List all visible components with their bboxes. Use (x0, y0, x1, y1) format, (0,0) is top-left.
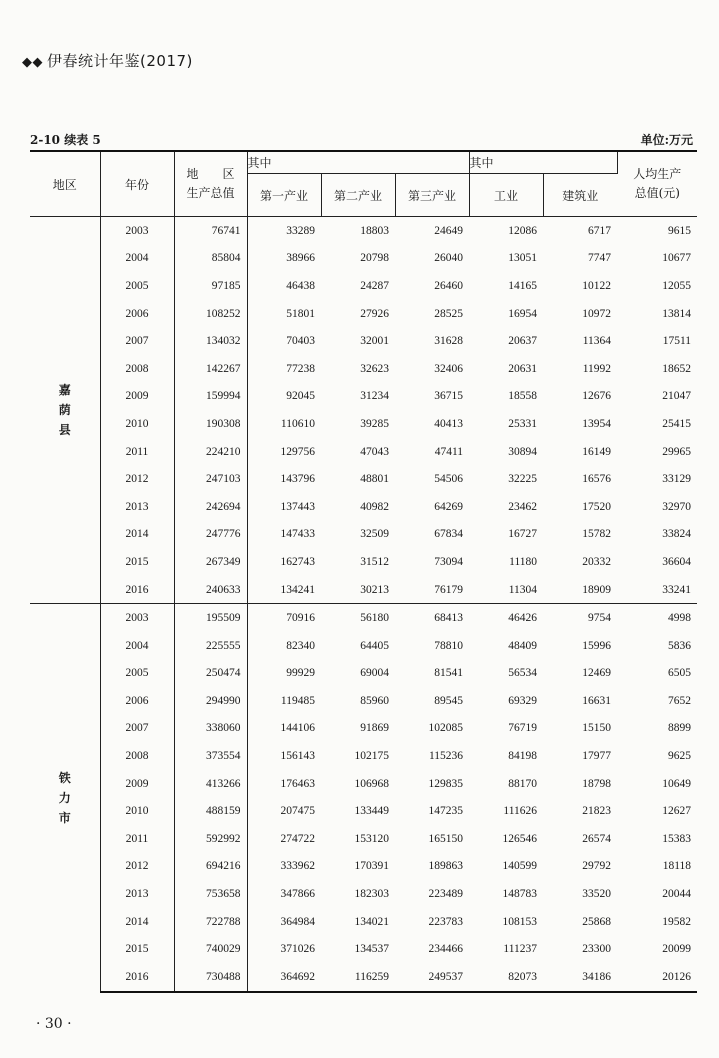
cell-per-capita: 33241 (662, 583, 692, 596)
cell-secondary: 47043 (360, 445, 389, 458)
cell-per-capita: 33824 (662, 528, 692, 541)
cell-construction: 11992 (582, 362, 612, 375)
col-group-qizhong-2: 其中 (469, 151, 617, 174)
cell-year: 2016 (100, 576, 174, 604)
page-number: · 30 · (36, 1016, 72, 1032)
cell-year: 2014 (100, 908, 174, 936)
table-row (30, 880, 697, 908)
cell-year: 2007 (100, 327, 174, 355)
cell-year: 2005 (100, 272, 174, 300)
cell-gdp: 134032 (174, 327, 247, 355)
cell-tertiary: 76179 (434, 583, 464, 596)
cell-secondary: 56180 (321, 604, 395, 632)
cell-industry: 13051 (508, 252, 538, 265)
cell-per-capita: 36604 (662, 555, 692, 568)
cell-construction: 16631 (582, 694, 612, 707)
cell-primary: 144106 (280, 722, 315, 735)
cell-per-capita: 20126 (617, 963, 697, 992)
table-row (30, 660, 697, 688)
cell-gdp: 242694 (174, 493, 247, 521)
cell-tertiary: 81541 (434, 667, 464, 680)
table-row (30, 825, 697, 853)
cell-year: 2008 (100, 355, 174, 383)
cell-secondary: 69004 (360, 667, 389, 680)
cell-construction: 6717 (543, 217, 617, 245)
cell-primary: 347866 (280, 888, 315, 901)
cell-primary: 134241 (280, 583, 315, 596)
unit-label: 单位:万元 (640, 133, 693, 147)
cell-per-capita: 33129 (662, 473, 692, 486)
cell-gdp: 373554 (174, 742, 247, 770)
table-row (30, 355, 697, 383)
cell-secondary: 31512 (360, 555, 389, 568)
col-primary: 第一产业 (247, 174, 321, 217)
col-region: 地区 (30, 151, 100, 217)
cell-tertiary: 147235 (428, 805, 464, 818)
table-row (30, 908, 697, 936)
col-tertiary: 第三产业 (395, 174, 469, 217)
cell-secondary: 182303 (354, 888, 389, 901)
cell-primary: 364984 (280, 915, 315, 928)
table-row (30, 438, 697, 466)
cell-tertiary: 28525 (434, 307, 464, 320)
cell-per-capita: 6505 (668, 667, 692, 680)
cell-secondary: 153120 (354, 832, 389, 845)
cell-secondary: 133449 (354, 805, 389, 818)
cell-secondary: 20798 (360, 252, 389, 265)
cell-construction: 26574 (582, 832, 612, 845)
cell-year: 2012 (100, 853, 174, 881)
cell-construction: 18798 (582, 777, 612, 790)
cell-year: 2003 (100, 604, 174, 632)
cell-industry: 48409 (508, 639, 538, 652)
cell-construction: 34186 (543, 963, 617, 992)
cell-primary: 143796 (280, 473, 315, 486)
cell-primary: 274722 (280, 832, 315, 845)
cell-industry: 23462 (508, 500, 538, 513)
table-row (30, 548, 697, 576)
cell-secondary: 32001 (360, 335, 389, 348)
cell-construction: 12676 (582, 390, 612, 403)
cell-per-capita: 8899 (668, 722, 692, 735)
cell-primary: 70916 (247, 604, 321, 632)
cell-year: 2013 (100, 493, 174, 521)
table-row (30, 797, 697, 825)
cell-industry: 140599 (502, 860, 538, 873)
cell-construction: 10972 (582, 307, 612, 320)
table-row (30, 327, 697, 355)
cell-year: 2015 (100, 935, 174, 963)
cell-tertiary: 102085 (428, 722, 464, 735)
cell-tertiary: 115236 (428, 750, 464, 763)
table-row (30, 853, 697, 881)
cell-secondary: 170391 (354, 860, 389, 873)
cell-tertiary: 64269 (434, 500, 464, 513)
cell-year: 2009 (100, 383, 174, 411)
cell-construction: 10122 (582, 279, 612, 292)
cell-industry: 69329 (508, 694, 538, 707)
cell-primary: 38966 (286, 252, 315, 265)
cell-industry: 32225 (508, 473, 538, 486)
cell-per-capita: 5836 (668, 639, 692, 652)
cell-gdp: 159994 (174, 383, 247, 411)
cell-per-capita: 9615 (617, 217, 697, 245)
cell-construction: 23300 (582, 943, 612, 956)
cell-tertiary: 40413 (434, 417, 464, 430)
cell-year: 2006 (100, 300, 174, 328)
cell-gdp: 108252 (174, 300, 247, 328)
cell-tertiary: 165150 (428, 832, 464, 845)
cell-per-capita: 12627 (662, 805, 692, 818)
cell-per-capita: 19582 (662, 915, 692, 928)
cell-tertiary: 54506 (434, 473, 464, 486)
cell-per-capita: 29965 (662, 445, 692, 458)
cell-construction: 15996 (582, 639, 612, 652)
cell-construction: 33520 (582, 888, 612, 901)
cell-construction: 12469 (582, 667, 612, 680)
cell-construction: 9754 (543, 604, 617, 632)
table-body (30, 217, 697, 992)
cell-gdp: 97185 (174, 272, 247, 300)
cell-gdp: 247776 (174, 521, 247, 549)
cell-per-capita: 32970 (662, 500, 692, 513)
cell-tertiary: 26040 (434, 252, 464, 265)
cell-industry: 20631 (508, 362, 538, 375)
cell-secondary: 134021 (354, 915, 389, 928)
cell-gdp: 195509 (174, 604, 247, 632)
cell-year: 2004 (100, 245, 174, 273)
cell-gdp: 338060 (174, 715, 247, 743)
cell-tertiary: 78810 (434, 639, 464, 652)
cell-secondary: 30213 (360, 583, 389, 596)
cell-per-capita: 18118 (662, 860, 692, 873)
cell-primary: 77238 (286, 362, 315, 375)
table-row (30, 272, 697, 300)
cell-per-capita: 4998 (617, 604, 697, 632)
cell-tertiary: 47411 (434, 445, 464, 458)
col-group-qizhong-1: 其中 (247, 151, 469, 174)
cell-primary: 147433 (280, 528, 315, 541)
cell-primary: 129756 (280, 445, 315, 458)
table-row (30, 604, 697, 632)
cell-construction: 17520 (582, 500, 612, 513)
cell-secondary: 31234 (360, 390, 389, 403)
cell-primary: 371026 (280, 943, 315, 956)
table-row (30, 245, 697, 273)
cell-industry: 126546 (502, 832, 538, 845)
cell-industry: 12086 (469, 217, 543, 245)
cell-gdp: 85804 (174, 245, 247, 273)
cell-gdp: 694216 (174, 853, 247, 881)
cell-primary: 33289 (247, 217, 321, 245)
table-row (30, 493, 697, 521)
cell-tertiary: 189863 (428, 860, 464, 873)
cell-primary: 82340 (286, 639, 315, 652)
cell-year: 2011 (100, 438, 174, 466)
cell-primary: 92045 (286, 390, 315, 403)
cell-secondary: 32509 (360, 528, 389, 541)
col-construction: 建筑业 (543, 174, 617, 217)
cell-gdp: 413266 (174, 770, 247, 798)
cell-gdp: 250474 (174, 660, 247, 688)
cell-per-capita: 10677 (662, 252, 692, 265)
region-cell (30, 217, 100, 604)
cell-gdp: 247103 (174, 465, 247, 493)
cell-tertiary: 36715 (434, 390, 464, 403)
cell-construction: 18909 (582, 583, 612, 596)
cell-per-capita: 12055 (662, 279, 692, 292)
cell-primary: 137443 (280, 500, 315, 513)
cell-primary: 51801 (286, 307, 315, 320)
cell-industry: 56534 (508, 667, 538, 680)
cell-per-capita: 17511 (662, 335, 692, 348)
cell-primary: 119485 (280, 694, 315, 707)
cell-primary: 156143 (280, 750, 315, 763)
cell-tertiary: 32406 (434, 362, 464, 375)
cell-tertiary: 223489 (428, 888, 464, 901)
col-per-capita: 人均生产 总值(元) (617, 151, 697, 217)
cell-industry: 46426 (469, 604, 543, 632)
cell-gdp: 267349 (174, 548, 247, 576)
cell-construction: 21823 (582, 805, 612, 818)
cell-industry: 82073 (469, 963, 543, 992)
cell-per-capita: 18652 (662, 362, 692, 375)
cell-industry: 11180 (509, 555, 538, 568)
cell-gdp: 294990 (174, 687, 247, 715)
cell-year: 2016 (100, 963, 174, 992)
cell-year: 2013 (100, 880, 174, 908)
cell-secondary: 24287 (360, 279, 389, 292)
cell-tertiary: 67834 (434, 528, 464, 541)
cell-primary: 70403 (286, 335, 315, 348)
cell-primary: 333962 (280, 860, 315, 873)
table-id: 2-10 续表 5 (30, 133, 101, 147)
cell-gdp: 240633 (174, 576, 247, 604)
cell-per-capita: 20044 (662, 888, 692, 901)
cell-construction: 25868 (582, 915, 612, 928)
col-year: 年份 (100, 151, 174, 217)
col-gdp: 地 区 生产总值 (174, 151, 247, 217)
cell-tertiary: 73094 (434, 555, 464, 568)
table-row (30, 300, 697, 328)
cell-gdp: 76741 (174, 217, 247, 245)
cell-per-capita: 10649 (662, 777, 692, 790)
cell-secondary: 116259 (321, 963, 395, 992)
cell-year: 2005 (100, 660, 174, 688)
cell-secondary: 27926 (360, 307, 389, 320)
cell-gdp: 740029 (174, 935, 247, 963)
cell-industry: 88170 (508, 777, 538, 790)
cell-industry: 30894 (508, 445, 538, 458)
cell-year: 2007 (100, 715, 174, 743)
region-name: 铁力市 (58, 770, 71, 825)
cell-gdp: 722788 (174, 908, 247, 936)
table-row (30, 963, 697, 992)
cell-secondary: 91869 (360, 722, 389, 735)
cell-industry: 148783 (502, 888, 538, 901)
cell-gdp: 488159 (174, 797, 247, 825)
cell-construction: 16149 (582, 445, 612, 458)
table-row (30, 383, 697, 411)
cell-construction: 17977 (582, 750, 612, 763)
table-row (30, 521, 697, 549)
cell-gdp: 224210 (174, 438, 247, 466)
table-row (30, 935, 697, 963)
table-row (30, 715, 697, 743)
cell-year: 2003 (100, 217, 174, 245)
cell-construction: 29792 (582, 860, 612, 873)
table-row (30, 770, 697, 798)
cell-gdp: 142267 (174, 355, 247, 383)
cell-primary: 162743 (280, 555, 315, 568)
cell-secondary: 85960 (360, 694, 389, 707)
cell-gdp: 190308 (174, 410, 247, 438)
cell-industry: 108153 (502, 915, 538, 928)
cell-secondary: 48801 (360, 473, 389, 486)
cell-per-capita: 20099 (662, 943, 692, 956)
yearbook-title: 伊春统计年鉴(2017) (47, 52, 193, 70)
cell-industry: 111626 (503, 805, 538, 818)
cell-primary: 176463 (280, 777, 315, 790)
cell-industry: 16727 (508, 528, 538, 541)
cell-secondary: 102175 (354, 750, 389, 763)
cell-year: 2006 (100, 687, 174, 715)
cell-tertiary: 223783 (428, 915, 464, 928)
cell-primary: 99929 (286, 667, 315, 680)
table-row (30, 742, 697, 770)
table-row (30, 465, 697, 493)
cell-industry: 14165 (508, 279, 538, 292)
cell-secondary: 39285 (360, 417, 389, 430)
cell-secondary: 32623 (360, 362, 389, 375)
region-cell (30, 604, 100, 992)
cell-tertiary: 31628 (434, 335, 464, 348)
cell-secondary: 64405 (360, 639, 389, 652)
cell-industry: 111237 (503, 943, 538, 956)
table-row (30, 576, 697, 604)
col-secondary: 第二产业 (321, 174, 395, 217)
cell-year: 2009 (100, 770, 174, 798)
cell-construction: 13954 (582, 417, 612, 430)
cell-tertiary: 26460 (434, 279, 464, 292)
cell-secondary: 18803 (321, 217, 395, 245)
table-row (30, 687, 697, 715)
cell-tertiary: 234466 (428, 943, 464, 956)
cell-tertiary: 89545 (434, 694, 464, 707)
cell-secondary: 40982 (360, 500, 389, 513)
cell-construction: 15782 (582, 528, 612, 541)
cell-year: 2012 (100, 465, 174, 493)
cell-per-capita: 25415 (662, 417, 692, 430)
cell-gdp: 592992 (174, 825, 247, 853)
cell-industry: 18558 (508, 390, 538, 403)
diamond-icon: ◆◆ (22, 55, 43, 70)
cell-primary: 207475 (280, 805, 315, 818)
cell-secondary: 106968 (354, 777, 389, 790)
table-row (30, 632, 697, 660)
cell-construction: 11364 (582, 335, 612, 348)
cell-primary: 110610 (280, 417, 315, 430)
cell-primary: 46438 (286, 279, 315, 292)
cell-gdp: 753658 (174, 880, 247, 908)
col-industry: 工业 (469, 174, 543, 217)
cell-industry: 16954 (508, 307, 538, 320)
region-name: 嘉荫县 (58, 383, 71, 438)
table-row (30, 217, 697, 245)
gdp-table (30, 150, 697, 993)
cell-year: 2014 (100, 521, 174, 549)
cell-industry: 84198 (508, 750, 538, 763)
cell-construction: 20332 (582, 555, 612, 568)
cell-tertiary: 249537 (395, 963, 469, 992)
cell-year: 2011 (100, 825, 174, 853)
cell-industry: 76719 (508, 722, 538, 735)
cell-per-capita: 15383 (662, 832, 692, 845)
table-row (30, 410, 697, 438)
cell-industry: 20637 (508, 335, 538, 348)
cell-per-capita: 13814 (662, 307, 692, 320)
cell-primary: 364692 (247, 963, 321, 992)
running-header (22, 50, 193, 71)
cell-tertiary: 129835 (428, 777, 464, 790)
cell-year: 2010 (100, 410, 174, 438)
cell-construction: 15150 (582, 722, 612, 735)
cell-per-capita: 9625 (668, 750, 692, 763)
cell-year: 2004 (100, 632, 174, 660)
cell-gdp: 730488 (174, 963, 247, 992)
cell-secondary: 134537 (354, 943, 389, 956)
cell-year: 2015 (100, 548, 174, 576)
cell-industry: 11304 (508, 583, 538, 596)
cell-construction: 7747 (588, 252, 612, 265)
cell-industry: 25331 (508, 417, 538, 430)
cell-tertiary: 24649 (395, 217, 469, 245)
cell-gdp: 225555 (174, 632, 247, 660)
cell-tertiary: 68413 (395, 604, 469, 632)
cell-year: 2008 (100, 742, 174, 770)
cell-per-capita: 21047 (662, 390, 692, 403)
cell-per-capita: 7652 (668, 694, 692, 707)
cell-construction: 16576 (582, 473, 612, 486)
cell-year: 2010 (100, 797, 174, 825)
